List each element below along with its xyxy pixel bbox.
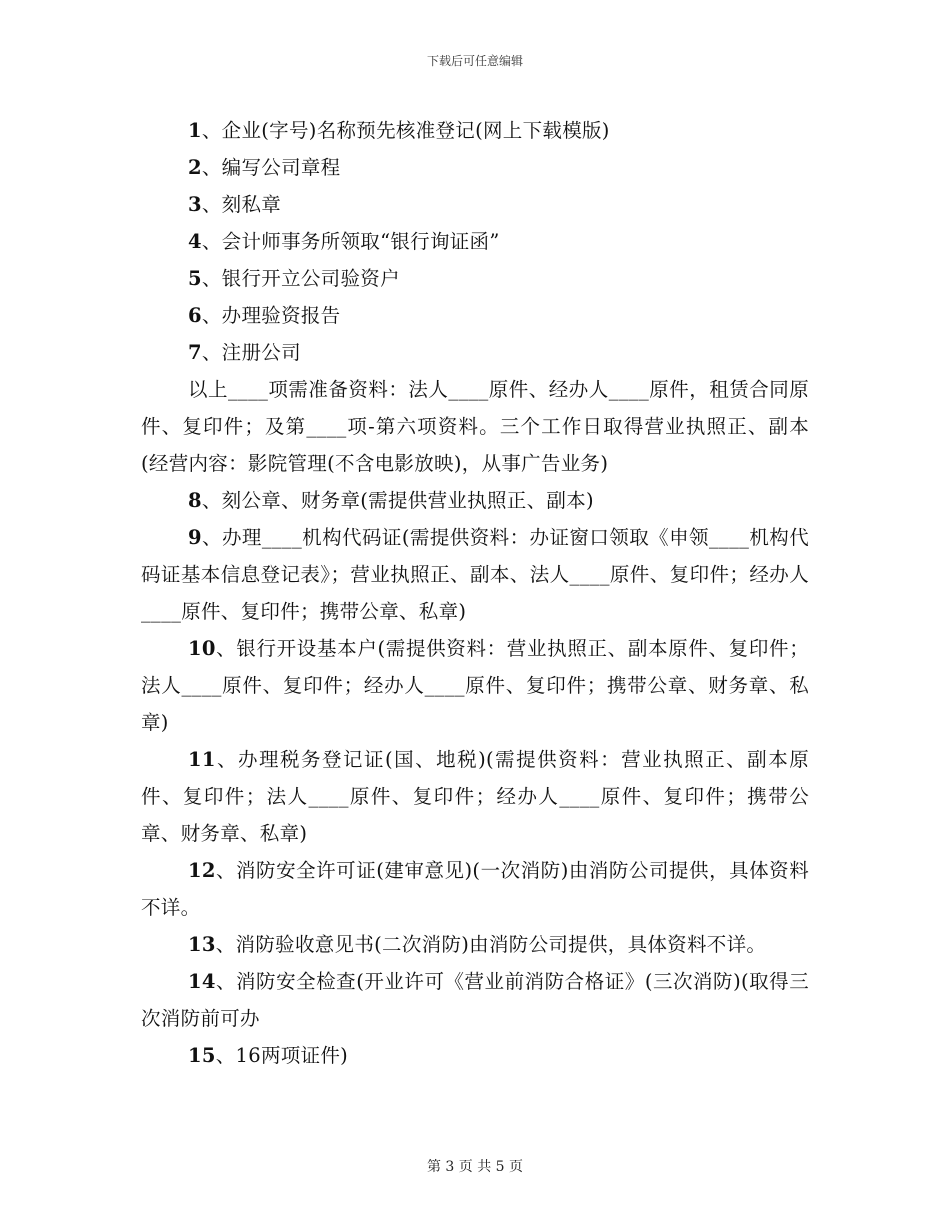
paragraph-11	[141, 741, 809, 852]
document-body	[141, 112, 809, 1074]
paragraph-7	[141, 334, 809, 371]
paragraph-text: 、刻私章	[201, 193, 282, 216]
item-number: 12	[188, 859, 216, 882]
paragraph-text: 、会计师事务所领取“银行询证函”	[201, 230, 500, 253]
paragraph-15	[141, 1037, 809, 1074]
item-number: 1	[188, 119, 202, 142]
item-number: 13	[188, 933, 216, 956]
item-number: 14	[188, 970, 216, 993]
paragraph-text: 、办理税务登记证(国、地税)(需提供资料：营业执照正、副本原件、复印件；法人____原件、复印件；经办人____原件、复印件；携带公章、财务章、私章)	[141, 748, 809, 845]
paragraph-1	[141, 112, 809, 149]
paragraph-text: 、消防安全许可证(建审意见)(一次消防)由消防公司提供，具体资料不详。	[141, 859, 809, 919]
paragraph-requirements	[141, 371, 809, 482]
paragraph-text: 、银行开设基本户(需提供资料：营业执照正、副本原件、复印件；法人____原件、复印件；经办人____原件、复印件；携带公章、财务章、私章)	[141, 637, 809, 734]
paragraph-13	[141, 926, 809, 963]
paragraph-text: 、办理____机构代码证(需提供资料：办证窗口领取《申领____机构代码证基本信息登记表》；营业执照正、副本、法人____原件、复印件；经办人____原件、复印件；携带公章、私章)	[141, 526, 809, 623]
paragraph-text: 、企业(字号)名称预先核准登记(网上下载模版)	[201, 119, 610, 142]
paragraph-text: 、16两项证件)	[215, 1044, 349, 1067]
paragraph-6	[141, 297, 809, 334]
item-number: 10	[188, 637, 216, 660]
paragraph-12	[141, 852, 809, 926]
item-number: 5	[188, 267, 202, 290]
item-number: 4	[188, 230, 202, 253]
paragraph-text: 、刻公章、财务章(需提供营业执照正、副本)	[201, 489, 594, 512]
paragraph-text: 以上____项需准备资料：法人____原件、经办人____原件，租赁合同原件、复印件；及第____项-第六项资料。三个工作日取得营业执照正、副本(经营内容：影院管理(不含电影放映)，从事广告业务)	[141, 378, 809, 475]
item-number: 15	[188, 1044, 216, 1067]
item-number: 3	[188, 193, 202, 216]
paragraph-8	[141, 482, 809, 519]
paragraph-4	[141, 223, 809, 260]
page-footer: 第 3 页 共 5 页	[426, 1159, 524, 1175]
paragraph-14	[141, 963, 809, 1037]
item-number: 9	[188, 526, 202, 549]
paragraph-text: 、注册公司	[201, 341, 301, 364]
paragraph-text: 、消防验收意见书(二次消防)由消防公司提供，具体资料不详。	[215, 933, 767, 956]
item-number: 8	[188, 489, 202, 512]
paragraph-text: 、银行开立公司验资户	[201, 267, 400, 290]
paragraph-3	[141, 186, 809, 223]
item-number: 11	[188, 748, 216, 771]
page-header: 下载后可任意编辑	[426, 54, 523, 68]
paragraph-9	[141, 519, 809, 630]
item-number: 7	[188, 341, 202, 364]
paragraph-text: 、编写公司章程	[201, 156, 341, 179]
paragraph-10	[141, 630, 809, 741]
paragraph-text: 、消防安全检查(开业许可《营业前消防合格证》(三次消防)(取得三次消防前可办	[141, 970, 809, 1030]
item-number: 2	[188, 156, 202, 179]
paragraph-2	[141, 149, 809, 186]
paragraph-5	[141, 260, 809, 297]
item-number: 6	[188, 304, 202, 327]
paragraph-text: 、办理验资报告	[201, 304, 341, 327]
